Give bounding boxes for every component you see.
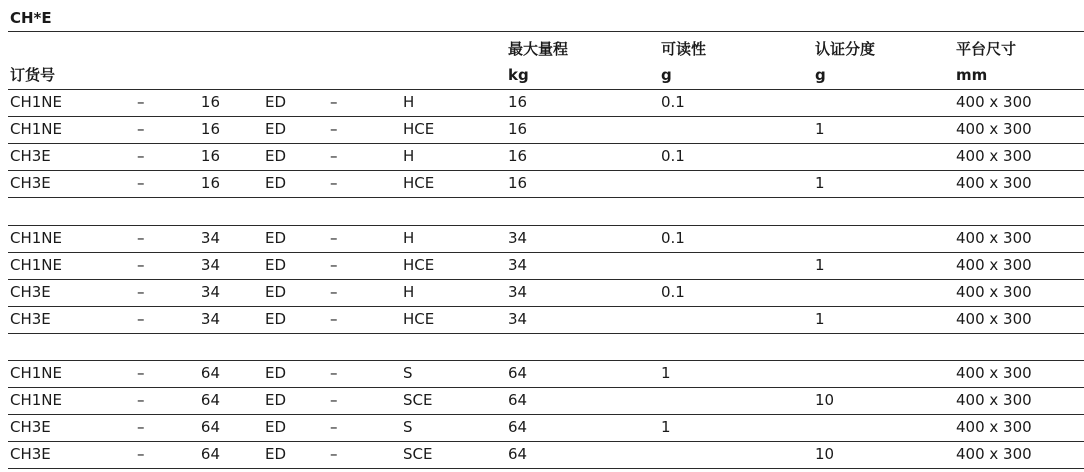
separator-dash: – [330, 391, 338, 409]
model-cell: CH3E [10, 310, 51, 328]
separator-dash: – [137, 310, 145, 328]
capacity-code-cell: 16 [200, 147, 220, 165]
capacity-code-cell: 34 [200, 283, 220, 301]
separator-dash: – [137, 120, 145, 138]
model-cell: CH3E [10, 445, 51, 463]
separator-dash: – [137, 364, 145, 382]
variant-cell: H [403, 147, 415, 165]
platform-size-cell: 400 x 300 [956, 256, 1032, 274]
ed-cell: ED [265, 147, 287, 165]
capacity-code-cell: 64 [200, 391, 220, 409]
max-capacity-cell: 64 [508, 418, 528, 436]
model-cell: CH3E [10, 418, 51, 436]
separator-dash: – [137, 283, 145, 301]
header-max-capacity: 最大量程 [508, 40, 569, 58]
ed-cell: ED [265, 364, 287, 382]
row-rule [8, 225, 1084, 226]
variant-cell: SCE [403, 391, 433, 409]
platform-size-cell: 400 x 300 [956, 391, 1032, 409]
readability-cell: 0.1 [661, 147, 685, 165]
max-capacity-cell: 16 [508, 174, 528, 192]
verification-interval-cell: 10 [815, 445, 835, 463]
model-cell: CH1NE [10, 120, 62, 138]
model-cell: CH1NE [10, 256, 62, 274]
model-cell: CH1NE [10, 364, 62, 382]
platform-size-cell: 400 x 300 [956, 120, 1032, 138]
readability-cell: 0.1 [661, 283, 685, 301]
row-rule [8, 306, 1084, 307]
ed-cell: ED [265, 93, 287, 111]
platform-size-cell: 400 x 300 [956, 310, 1032, 328]
platform-size-cell: 400 x 300 [956, 283, 1032, 301]
max-capacity-cell: 34 [508, 283, 528, 301]
row-rule [8, 360, 1084, 361]
separator-dash: – [137, 418, 145, 436]
verification-interval-cell: 1 [815, 310, 825, 328]
variant-cell: H [403, 283, 415, 301]
capacity-code-cell: 64 [200, 364, 220, 382]
capacity-code-cell: 64 [200, 418, 220, 436]
model-cell: CH1NE [10, 391, 62, 409]
ed-cell: ED [265, 229, 287, 247]
separator-dash: – [137, 391, 145, 409]
separator-dash: – [330, 418, 338, 436]
variant-cell: S [403, 418, 413, 436]
model-cell: CH1NE [10, 229, 62, 247]
row-rule [8, 252, 1084, 253]
header-order-no: 订货号 [10, 66, 56, 84]
separator-dash: – [330, 283, 338, 301]
title-rule [8, 31, 1084, 32]
group-end-rule [8, 197, 1084, 198]
platform-size-cell: 400 x 300 [956, 93, 1032, 111]
capacity-code-cell: 34 [200, 229, 220, 247]
readability-cell: 1 [661, 418, 671, 436]
model-cell: CH1NE [10, 93, 62, 111]
separator-dash: – [330, 364, 338, 382]
verification-interval-cell: 1 [815, 120, 825, 138]
row-rule [8, 143, 1084, 144]
separator-dash: – [137, 93, 145, 111]
max-capacity-cell: 16 [508, 120, 528, 138]
row-rule [8, 170, 1084, 171]
row-rule [8, 279, 1084, 280]
header-platform-size: 平台尺寸 [956, 40, 1017, 58]
separator-dash: – [330, 120, 338, 138]
row-rule [8, 89, 1084, 90]
model-cell: CH3E [10, 147, 51, 165]
model-cell: CH3E [10, 174, 51, 192]
variant-cell: H [403, 229, 415, 247]
ed-cell: ED [265, 310, 287, 328]
separator-dash: – [137, 174, 145, 192]
verification-interval-cell: 1 [815, 256, 825, 274]
separator-dash: – [330, 93, 338, 111]
max-capacity-cell: 64 [508, 445, 528, 463]
ed-cell: ED [265, 120, 287, 138]
capacity-code-cell: 34 [200, 256, 220, 274]
ed-cell: ED [265, 283, 287, 301]
header-readability: 可读性 [661, 40, 707, 58]
max-capacity-cell: 16 [508, 93, 528, 111]
capacity-code-cell: 16 [200, 93, 220, 111]
ed-cell: ED [265, 391, 287, 409]
ed-cell: ED [265, 174, 287, 192]
separator-dash: – [137, 256, 145, 274]
row-rule [8, 441, 1084, 442]
platform-size-cell: 400 x 300 [956, 229, 1032, 247]
capacity-code-cell: 64 [200, 445, 220, 463]
readability-cell: 0.1 [661, 93, 685, 111]
group-end-rule [8, 468, 1084, 469]
header-max-capacity-unit: kg [508, 66, 529, 84]
variant-cell: HCE [403, 174, 435, 192]
verification-interval-cell: 1 [815, 174, 825, 192]
header-platform-size-unit: mm [956, 66, 988, 84]
readability-cell: 1 [661, 364, 671, 382]
separator-dash: – [330, 256, 338, 274]
max-capacity-cell: 16 [508, 147, 528, 165]
capacity-code-cell: 34 [200, 310, 220, 328]
platform-size-cell: 400 x 300 [956, 174, 1032, 192]
ed-cell: ED [265, 256, 287, 274]
variant-cell: S [403, 364, 413, 382]
variant-cell: HCE [403, 310, 435, 328]
header-verification-interval: 认证分度 [815, 40, 876, 58]
variant-cell: HCE [403, 120, 435, 138]
max-capacity-cell: 34 [508, 256, 528, 274]
separator-dash: – [330, 229, 338, 247]
platform-size-cell: 400 x 300 [956, 418, 1032, 436]
group-end-rule [8, 333, 1084, 334]
model-cell: CH3E [10, 283, 51, 301]
max-capacity-cell: 64 [508, 391, 528, 409]
readability-cell: 0.1 [661, 229, 685, 247]
header-verification-interval-unit: g [815, 66, 826, 84]
variant-cell: H [403, 93, 415, 111]
table-title: CH*E [10, 9, 52, 27]
platform-size-cell: 400 x 300 [956, 147, 1032, 165]
variant-cell: HCE [403, 256, 435, 274]
max-capacity-cell: 34 [508, 229, 528, 247]
row-rule [8, 387, 1084, 388]
platform-size-cell: 400 x 300 [956, 364, 1032, 382]
row-rule [8, 414, 1084, 415]
separator-dash: – [330, 445, 338, 463]
variant-cell: SCE [403, 445, 433, 463]
platform-size-cell: 400 x 300 [956, 445, 1032, 463]
capacity-code-cell: 16 [200, 174, 220, 192]
max-capacity-cell: 34 [508, 310, 528, 328]
separator-dash: – [330, 310, 338, 328]
capacity-code-cell: 16 [200, 120, 220, 138]
separator-dash: – [137, 147, 145, 165]
ed-cell: ED [265, 418, 287, 436]
separator-dash: – [137, 445, 145, 463]
row-rule [8, 116, 1084, 117]
separator-dash: – [330, 147, 338, 165]
separator-dash: – [137, 229, 145, 247]
header-readability-unit: g [661, 66, 672, 84]
ed-cell: ED [265, 445, 287, 463]
separator-dash: – [330, 174, 338, 192]
max-capacity-cell: 64 [508, 364, 528, 382]
verification-interval-cell: 10 [815, 391, 835, 409]
